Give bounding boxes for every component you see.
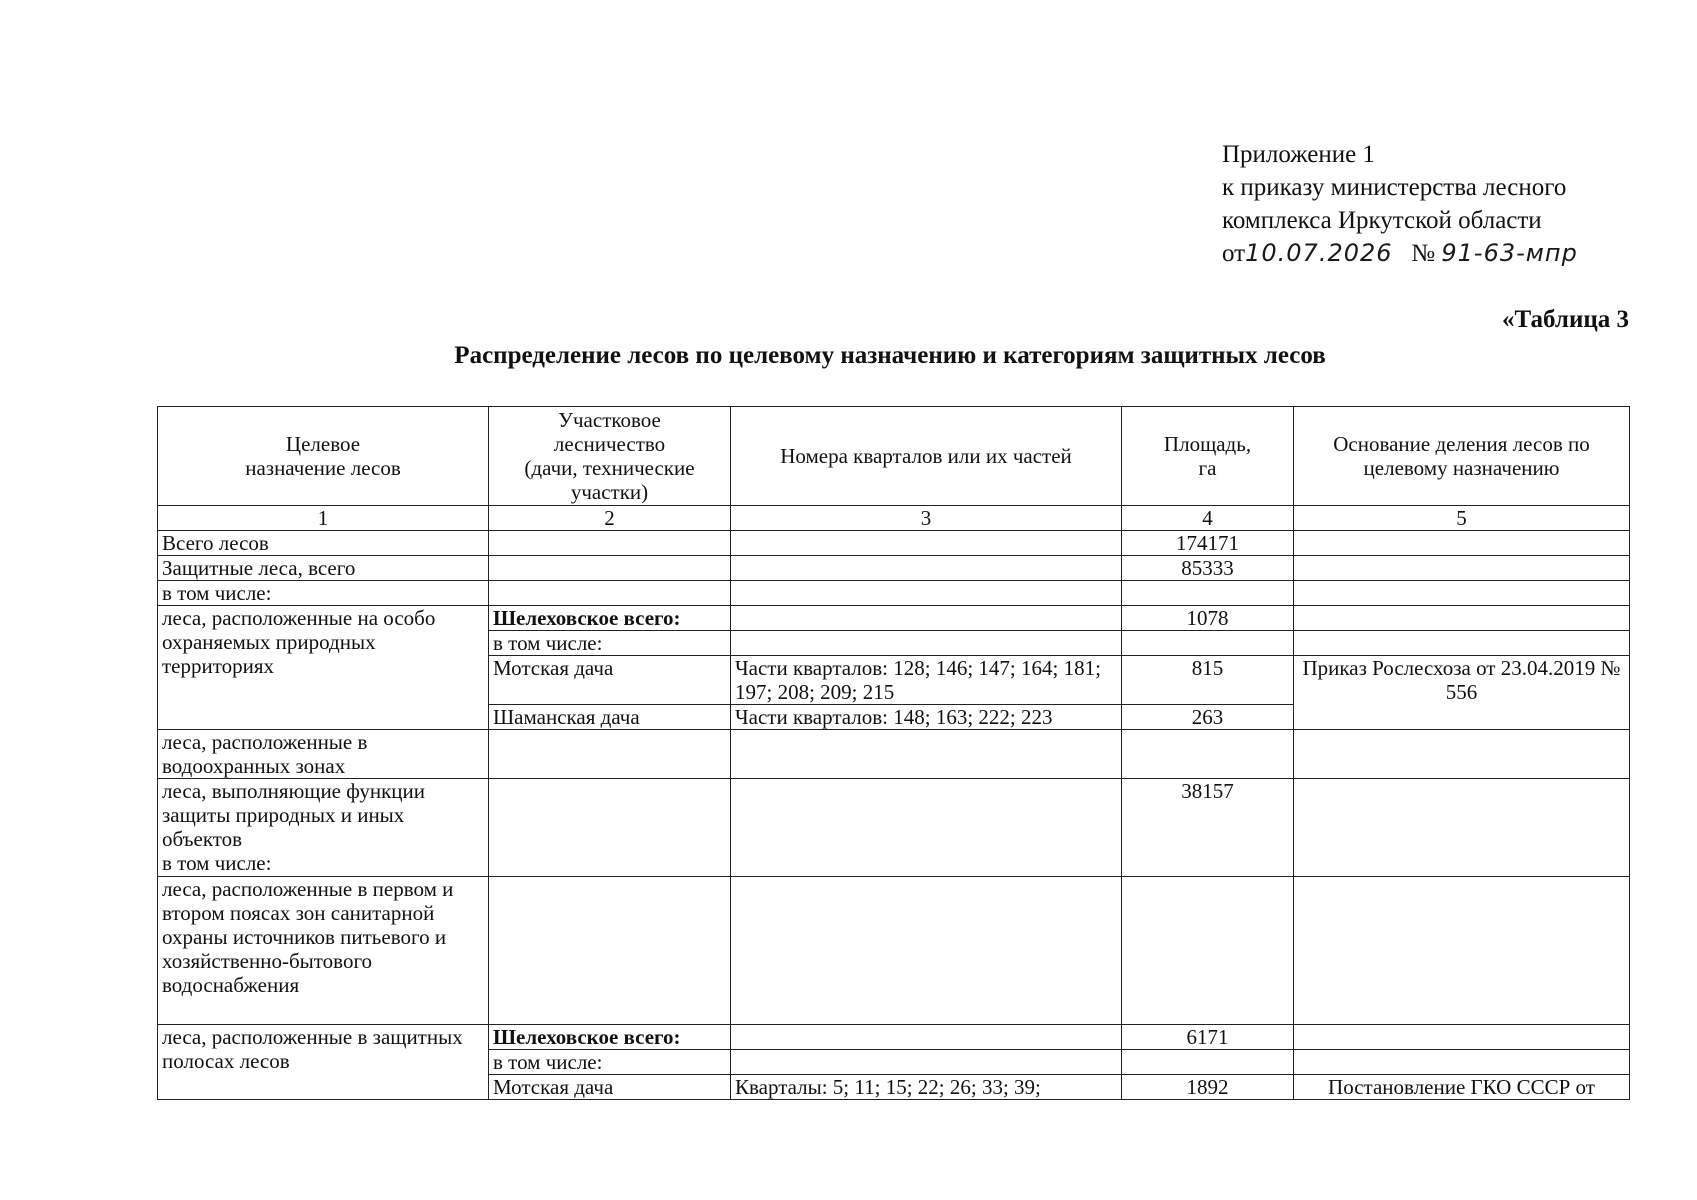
table-row (158, 877, 1630, 1025)
date-prefix: от (1222, 240, 1246, 267)
row-area: 1078 (1122, 606, 1294, 631)
including-label: в том числе: (489, 631, 731, 656)
dacha-name: Шаманская дача (489, 705, 731, 730)
row-area: 263 (1122, 705, 1294, 730)
dacha-name: Мотская дача (489, 656, 731, 705)
document-title: Распределение лесов по целевому назначению и категориям защитных лесов (454, 342, 1326, 369)
table-row (158, 606, 1630, 631)
appendix-line-2: к приказу министерства лесного (1222, 174, 1567, 201)
table-row (158, 556, 1630, 581)
col-number: 3 (731, 506, 1122, 531)
appendix-date-line (1222, 237, 1578, 270)
handwritten-date: 10.07.2026 (1245, 239, 1393, 267)
row-label: в том числе: (158, 581, 489, 606)
kvartals: Части кварталов: 148; 163; 222; 223 (731, 705, 1122, 730)
row-label: Всего лесов (158, 531, 489, 556)
table-row (158, 779, 1630, 877)
row-label: леса, расположенные в первом и втором поясах зон санитарной охраны источников питьевого и хозяйственно-бытового водоснабжения (158, 877, 489, 1025)
row-area: 815 (1122, 656, 1294, 705)
number-prefix: № (1411, 240, 1436, 267)
row-label: леса, расположенные в водоохранных зонах (158, 730, 489, 779)
district-total: Шелеховское всего: (489, 1025, 731, 1050)
col-number: 4 (1122, 506, 1294, 531)
row-label: Защитные леса, всего (158, 556, 489, 581)
appendix-line-1: Приложение 1 (1222, 141, 1375, 168)
row-area: 38157 (1122, 779, 1294, 877)
kvartals: Части кварталов: 128; 146; 147; 164; 181; 197; 208; 209; 215 (731, 656, 1122, 705)
row-area: 174171 (1122, 531, 1294, 556)
col-number: 5 (1294, 506, 1630, 531)
handwritten-number: 91-63-мпр (1441, 239, 1578, 267)
header-district: Участковое лесничество (дачи, технические участки) (489, 407, 731, 506)
forest-distribution-table (157, 406, 1630, 1100)
table-row (158, 531, 1630, 556)
basis-cell: Приказ Рослесхоза от 23.04.2019 № 556 (1294, 656, 1630, 730)
table-row (158, 581, 1630, 606)
col-number: 2 (489, 506, 731, 531)
district-total: Шелеховское всего: (489, 606, 731, 631)
appendix-line-3: комплекса Иркутской области (1222, 207, 1542, 234)
header-area: Площадь, га (1122, 407, 1294, 506)
header-purpose: Целевое назначение лесов (158, 407, 489, 506)
dacha-name: Мотская дача (489, 1075, 731, 1100)
table-row (158, 730, 1630, 779)
column-number-row (158, 506, 1630, 531)
header-kvartals: Номера кварталов или их частей (731, 407, 1122, 506)
row-label: леса, расположенные на особо охраняемых природных территориях (158, 606, 489, 730)
row-label: леса, расположенные в защитных полосах лесов (158, 1025, 489, 1100)
basis-cell: Постановление ГКО СССР от (1294, 1075, 1630, 1100)
table-row (158, 1025, 1630, 1050)
row-area: 85333 (1122, 556, 1294, 581)
row-label: леса, выполняющие функции защиты природных и иных объектов в том числе: (158, 779, 489, 877)
header-basis: Основание деления лесов по целевому назначению (1294, 407, 1630, 506)
table-header-row (158, 407, 1630, 506)
including-label: в том числе: (489, 1050, 731, 1075)
row-area: 6171 (1122, 1025, 1294, 1050)
table-reference: «Таблица 3 (1501, 306, 1629, 333)
appendix-block (1222, 138, 1578, 270)
col-number: 1 (158, 506, 489, 531)
kvartals: Кварталы: 5; 11; 15; 22; 26; 33; 39; (731, 1075, 1122, 1100)
row-area: 1892 (1122, 1075, 1294, 1100)
